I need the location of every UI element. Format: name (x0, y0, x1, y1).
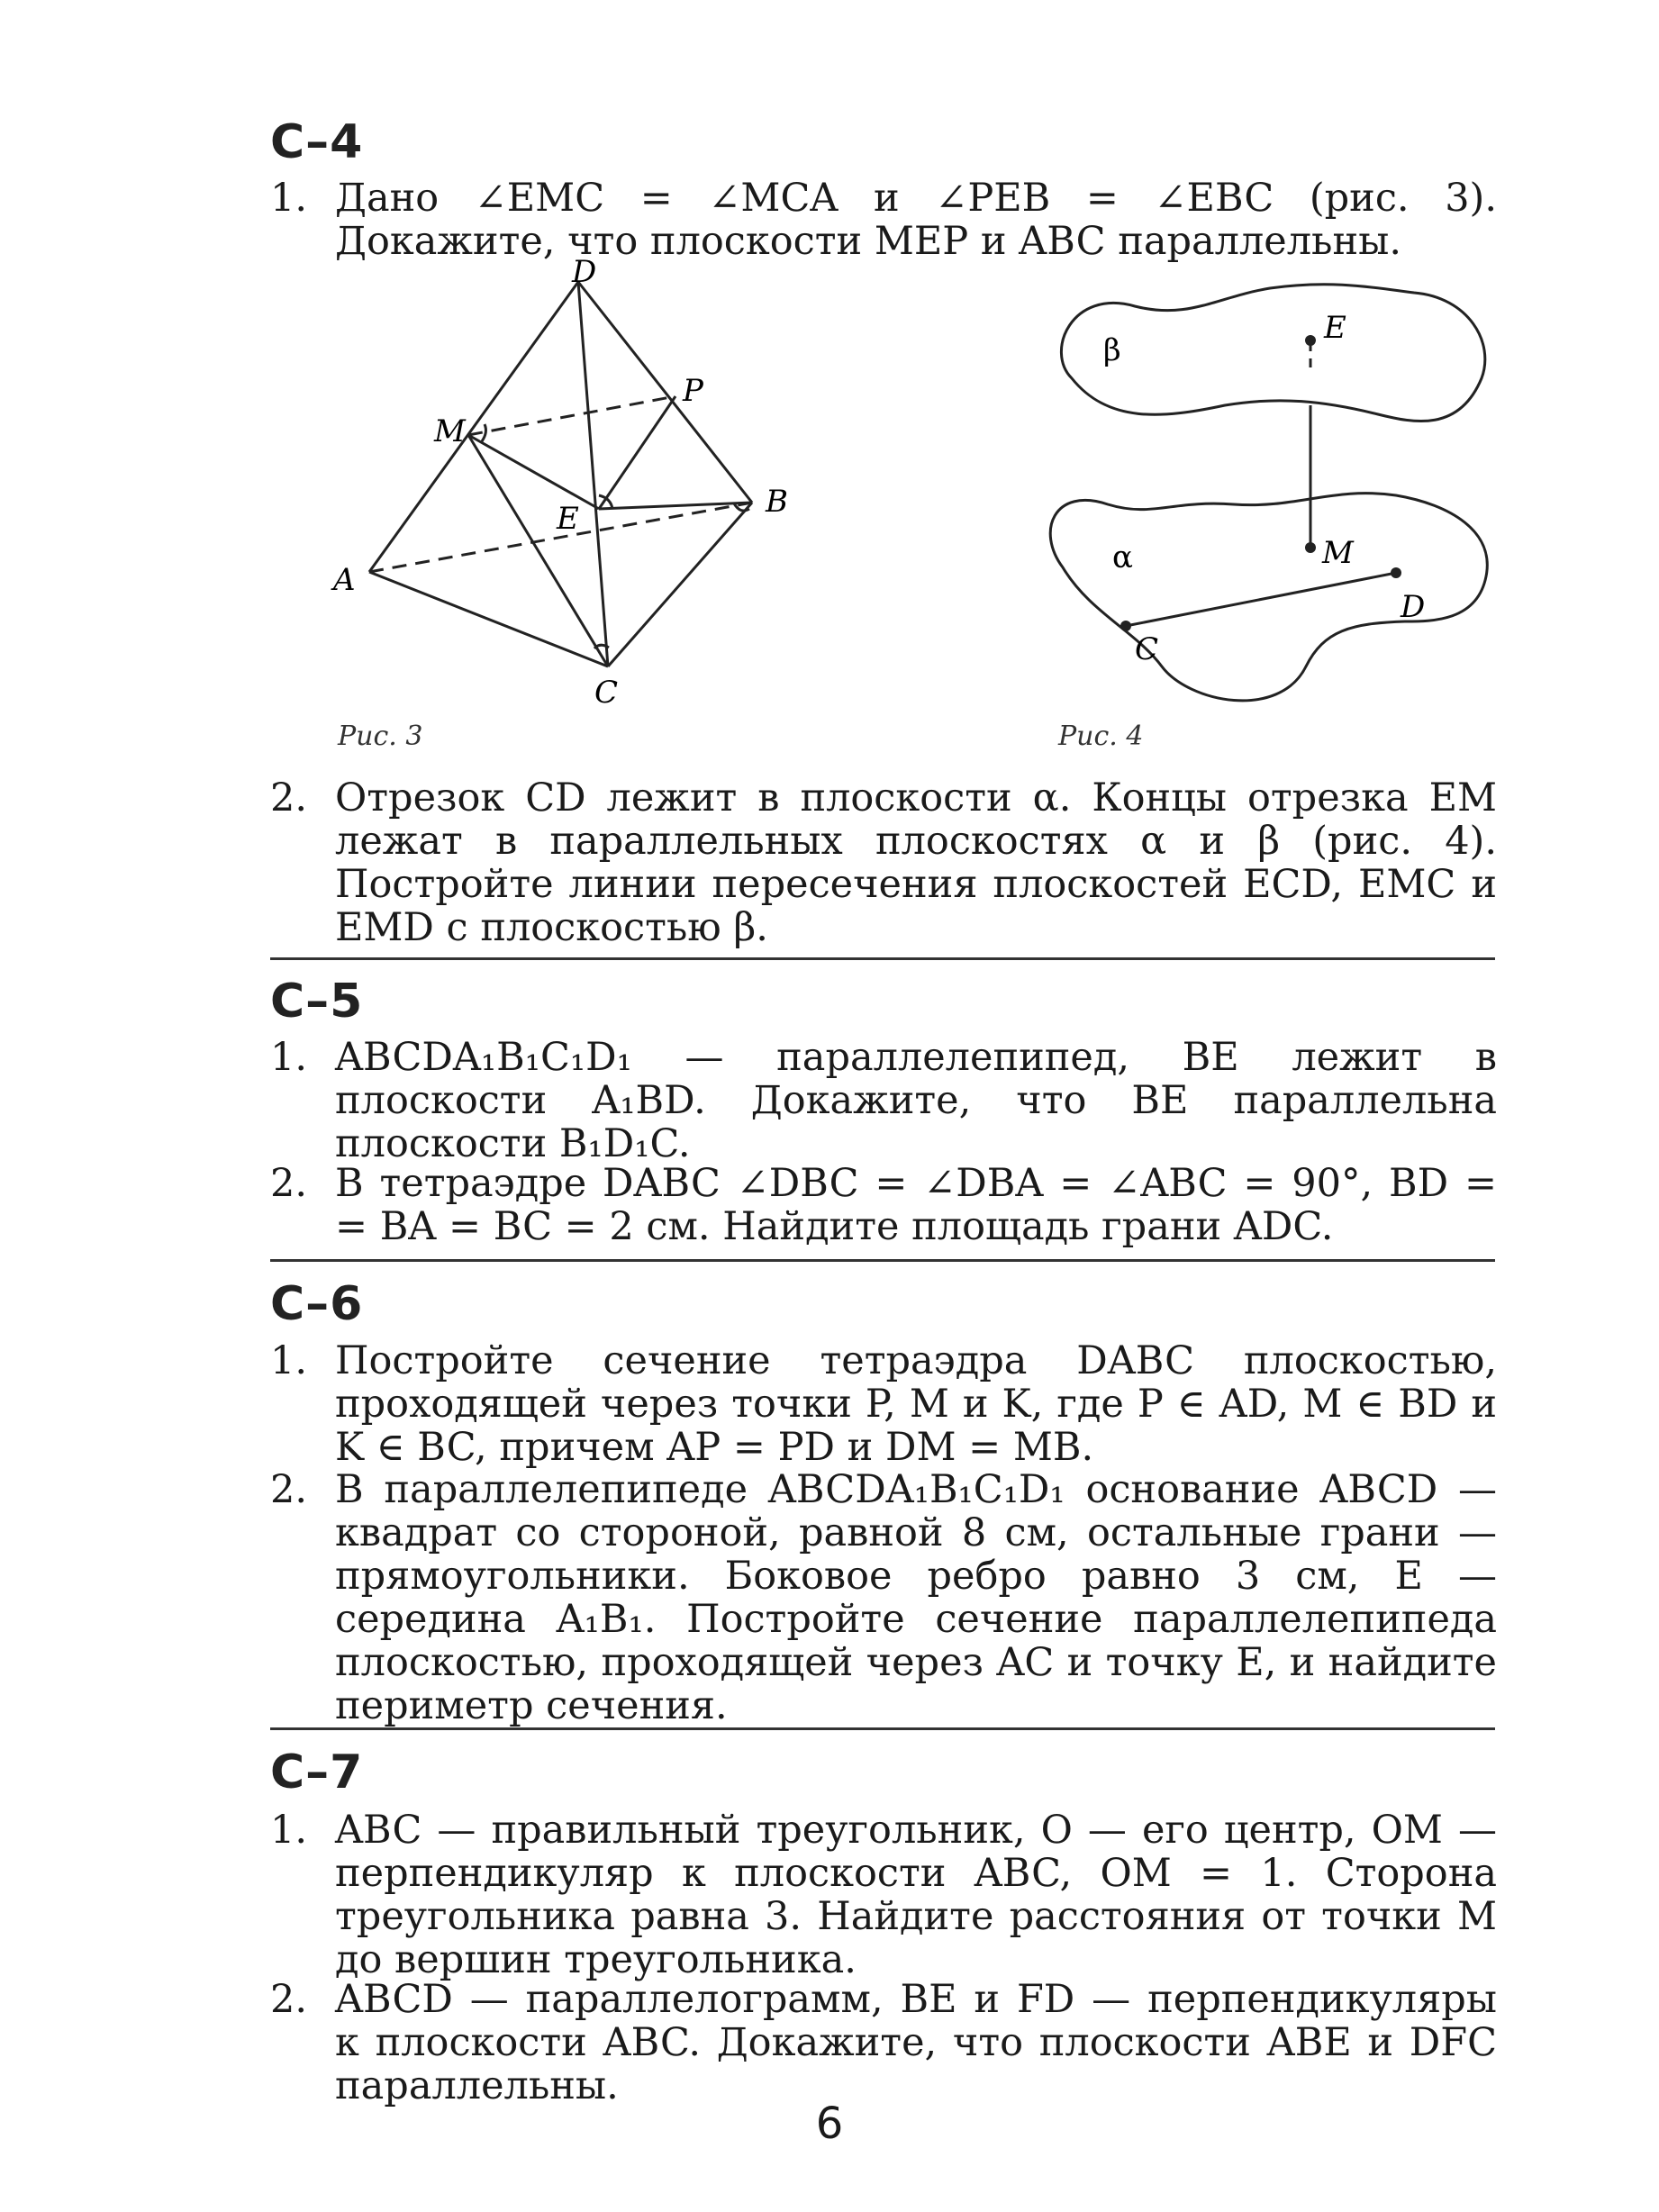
section-divider (270, 1727, 1495, 1730)
section-divider (270, 957, 1495, 960)
segment-CD (1126, 573, 1396, 626)
line-MP-hidden (468, 396, 675, 435)
label-alpha: α (1112, 539, 1133, 576)
label-P: P (683, 373, 703, 409)
edge-BC (608, 503, 752, 666)
problem-text: ABCDA₁B₁C₁D₁ — параллелепипед, BE лежит в плоскости A₁BD. Докажите, что BE параллельна плоскости B₁D₁C. (335, 1035, 1497, 1166)
problem-text: Дано ∠EMC = ∠MCA и ∠PEB = ∠EBC (рис. 3). Докажите, что плоскости MEP и ABC параллельны. (335, 176, 1497, 264)
figure-4-planes (1036, 270, 1504, 721)
problem-c4-1 (270, 177, 1495, 267)
problem-number: 1. (270, 176, 308, 221)
problem-number: 2. (270, 1977, 308, 2022)
label-D: D (572, 254, 597, 290)
section-divider (270, 1259, 1495, 1262)
plane-beta (1061, 285, 1484, 422)
label-M: M (1322, 535, 1354, 571)
point-E (1305, 335, 1316, 346)
label-B: B (766, 484, 788, 520)
problem-c6-2 (270, 1467, 1497, 1728)
problem-text: ABCD — параллелограмм, BE и FD — перпендикуляры к плоскости ABC. Докажите, что плоскости ABE и DFC параллельны. (335, 1977, 1497, 2108)
figure-3-caption: Рис. 3 (338, 721, 423, 752)
problem-number: 2. (270, 1467, 308, 1512)
problem-text: Постройте сечение тетраэдра DABC плоскостью, проходящей через точки P, M и K, где P ∈ AD, M ∈ BD и K ∈ BC, причем AP = PD и DM = MB. (335, 1338, 1497, 1470)
section-title-c7: С–7 (270, 1745, 364, 1800)
line-ME (468, 435, 599, 509)
problem-number: 2. (270, 775, 308, 820)
point-C (1120, 621, 1131, 631)
label-C: C (594, 675, 619, 711)
label-M: M (434, 413, 466, 449)
point-D (1391, 567, 1401, 578)
problem-number: 2. (270, 1161, 308, 1206)
problem-c7-1 (270, 1809, 1495, 1980)
point-M (1305, 542, 1316, 553)
problem-text: В параллелепипеде ABCDA₁B₁C₁D₁ основание ABCD — квадрат со стороной, равной 8 см, остальные грани — прямоугольники. Боковое ребро равно 3 см, E — середина A₁B₁. Постройте сечение параллелепипеда плоскостью, проходящей через AC и точку E, и найдите периметр сечения. (335, 1467, 1497, 1728)
edge-DC (578, 282, 608, 666)
edge-DA (369, 282, 578, 572)
problem-number: 1. (270, 1035, 308, 1080)
problem-c6-1 (270, 1339, 1495, 1470)
figure-3-tetrahedron (324, 254, 829, 711)
problem-text: Отрезок CD лежит в плоскости α. Концы отрезка EM лежат в параллельных плоскостях α и β (рис. 4). Постройте линии пересечения плоскостей ECD, EMC и EMD с плоскостью β. (335, 775, 1497, 950)
problem-text: В тетраэдре DABC ∠DBC = ∠DBA = ∠ABC = 90°, BD = = BA = BC = 2 см. Найдите площадь грани ADC. (335, 1161, 1497, 1249)
label-beta: β (1103, 332, 1121, 368)
problem-number: 1. (270, 1338, 308, 1383)
page-number: 6 (815, 2099, 844, 2149)
problem-c7-2 (270, 1977, 1497, 2108)
label-E: E (557, 501, 579, 537)
problem-text: ABC — правильный треугольник, O — его центр, OM — перпендикуляр к плоскости ABC, OM = 1. Сторона треугольника равна 3. Найдите расстояния от точки M до вершин треугольника. (335, 1808, 1497, 1982)
section-title-c5: С–5 (270, 975, 364, 1029)
problem-number: 1. (270, 1808, 308, 1853)
label-C: C (1135, 631, 1159, 667)
line-PE (599, 396, 675, 509)
edge-AC (369, 572, 608, 666)
edge-DB (578, 282, 752, 503)
figure-4-caption: Рис. 4 (1058, 721, 1144, 752)
section-title-c4: С–4 (270, 115, 364, 169)
problem-c4-2 (270, 776, 1495, 956)
label-D: D (1401, 589, 1426, 625)
section-title-c6: С–6 (270, 1277, 364, 1331)
label-E: E (1324, 310, 1346, 346)
label-A: A (333, 562, 356, 598)
problem-c5-2 (270, 1162, 1495, 1252)
problem-c5-1 (270, 1036, 1495, 1171)
